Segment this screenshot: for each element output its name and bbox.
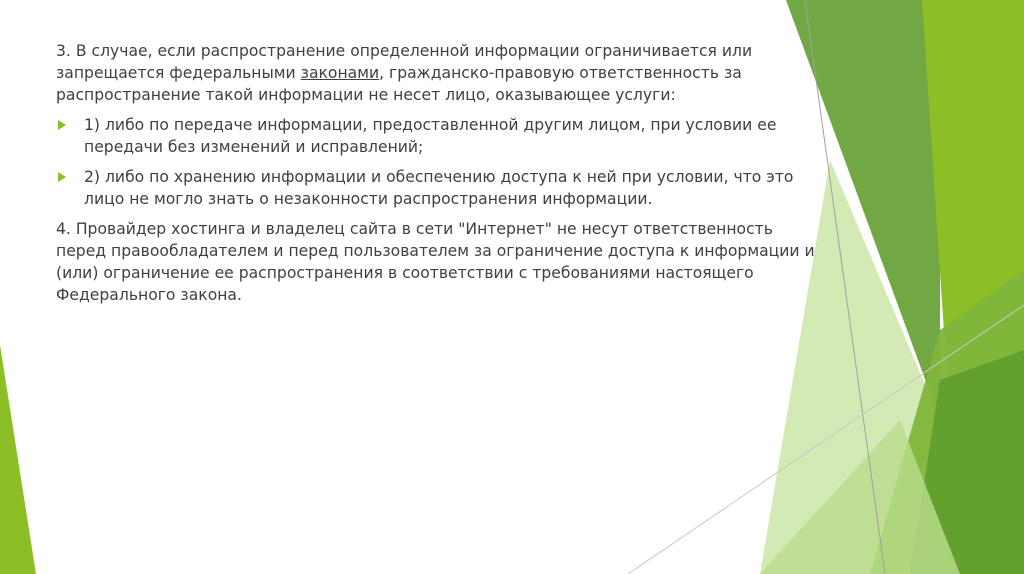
triangle-bullet-icon	[58, 120, 66, 130]
paragraph-3	[56, 40, 816, 106]
bullet-item-2	[56, 166, 816, 210]
bullet-text-1: 1) либо по передаче информации, предоставленной другим лицом, при условии ее передачи без изменений и исправлений;	[84, 116, 777, 156]
bullet-item-1	[56, 114, 816, 158]
paragraph-3-after: , гражданско-правовую ответственность за распространение такой информации не несет лицо, оказывающее услуги:	[56, 64, 742, 104]
bullet-text-2: 2) либо по хранению информации и обеспечению доступа к ней при условии, что это лицо не могло знать о незаконности распространения информации.	[84, 168, 794, 208]
laws-link[interactable]: законами	[300, 64, 380, 82]
paragraph-4: 4. Провайдер хостинга и владелец сайта в сети "Интернет" не несут ответственность перед правообладателем и перед пользователем за ограничение доступа к информации и (или) ограничение ее распространения в соответствии с требованиями настоящего Федерального закона.	[56, 220, 815, 304]
paragraph-3-before: 3. В случае, если распространение определенной информации ограничивается или запрещается федеральными	[56, 42, 753, 82]
slide-content	[56, 40, 816, 314]
decor-shape-left	[0, 345, 36, 574]
triangle-bullet-icon	[58, 172, 66, 182]
